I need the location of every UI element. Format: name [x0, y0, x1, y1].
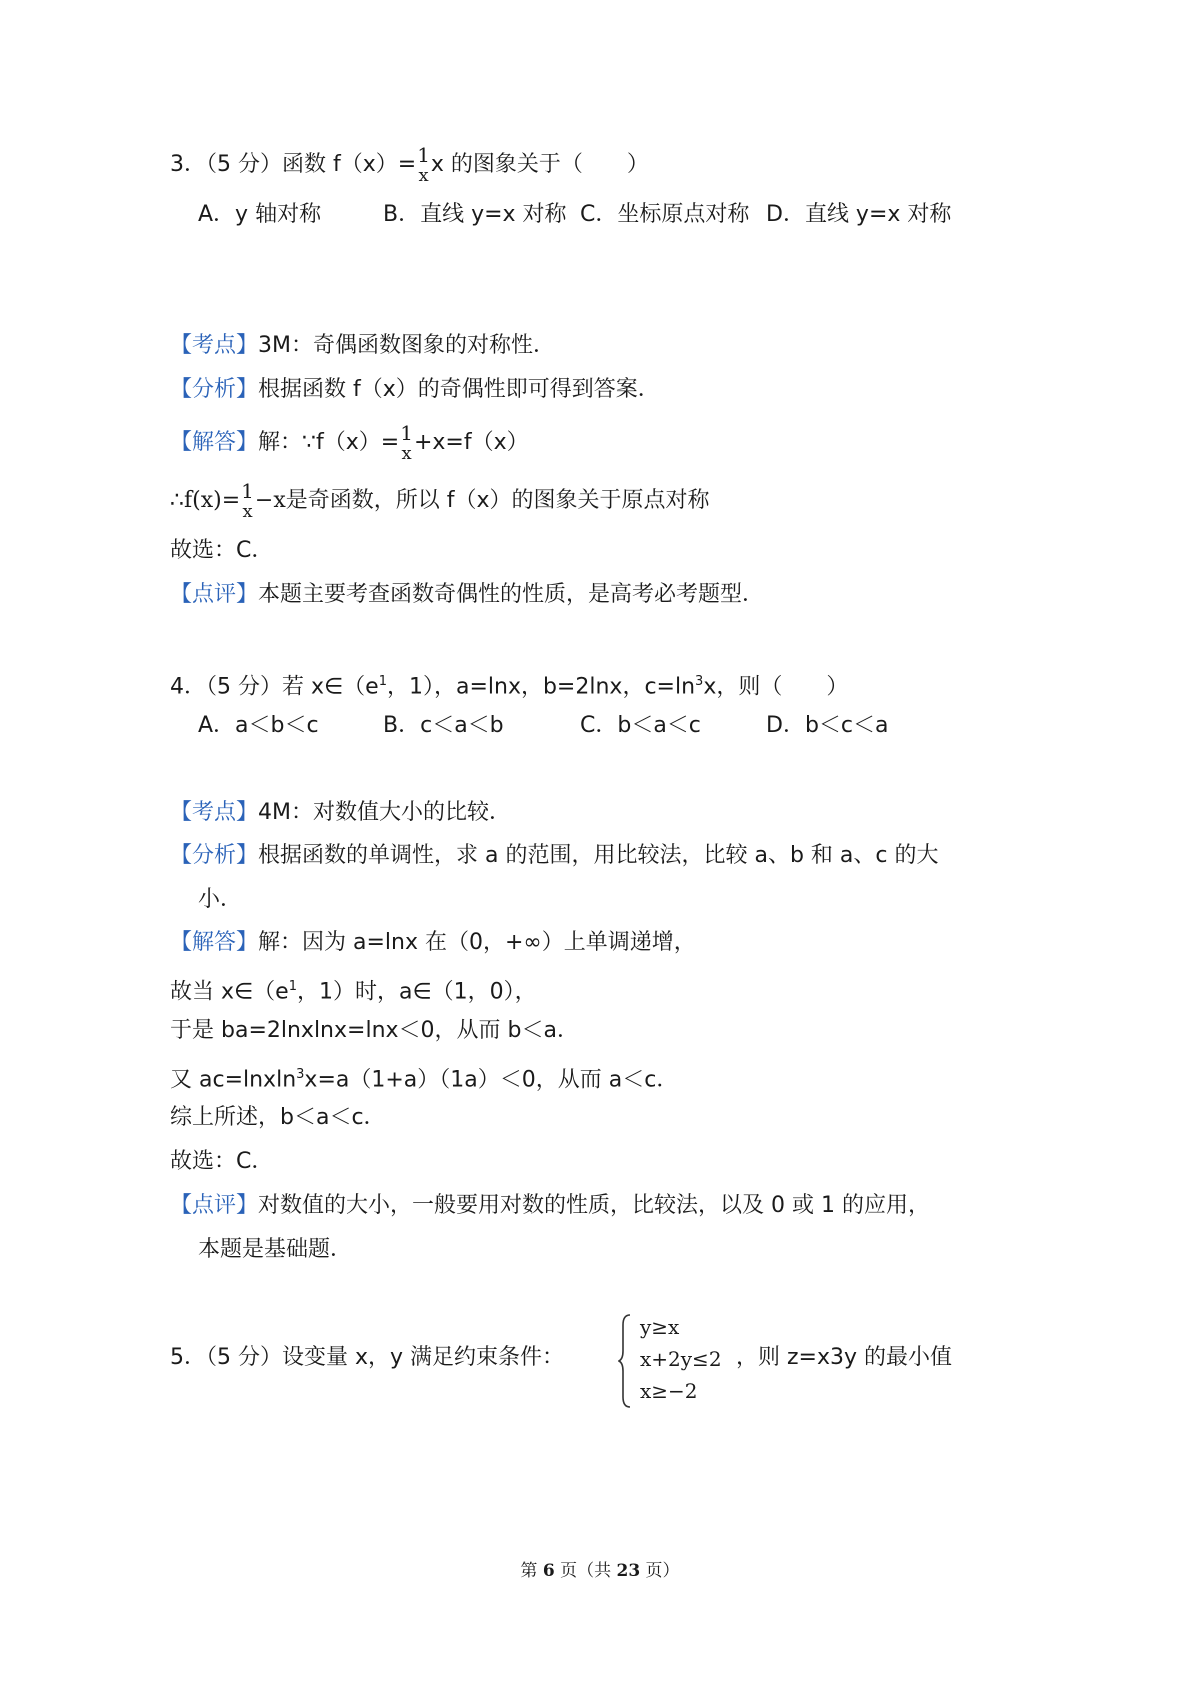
q4-answer: 故选：C． [170, 1149, 274, 1174]
q5-constraint-system [618, 1313, 738, 1409]
q4-option-a: A．a＜b＜c [198, 713, 319, 738]
q3-conclusion-fraction: 1 x [241, 479, 254, 522]
q4-summary: 综上所述，b＜a＜c． [170, 1105, 386, 1130]
q5-stem-suffix: ，则 z=x3y 的最小值 [736, 1345, 953, 1370]
q3-jieda-fraction: 1 x [400, 421, 413, 464]
page-footer: 第 6 页（共 23 页） [520, 1561, 680, 1581]
q4-option-b: B．c＜a＜b [383, 713, 504, 738]
q4-dianping: 【点评】对数值的大小，一般要用对数的性质，比较法，以及 0 或 1 的应用， [170, 1193, 930, 1218]
q4-step3: 又 ac=lnxln$^3$x=a（1+a）（1a）＜0，从而 a＜c． [170, 1067, 679, 1093]
q5-stem: 5．（5 分）设变量 x，y 满足约束条件： [170, 1345, 565, 1370]
q3-jieda: 【解答】解：∵f（x）= 1 x +x=f（x） [170, 421, 529, 464]
q4-jieda: 【解答】解：因为 a=lnx 在（0，+∞）上单调递增， [170, 930, 696, 955]
q5-condition-1: y≥x [640, 1315, 680, 1339]
q4-dianping-cont: 本题是基础题． [198, 1237, 353, 1262]
q3-option-c: C．坐标原点对称 [580, 202, 750, 227]
q5-condition-3: x≥−2 [640, 1379, 698, 1403]
current-page: 6 [542, 1561, 555, 1581]
q3-answer: 故选：C． [170, 538, 274, 563]
q3-fraction: 1 x [417, 143, 430, 186]
left-brace-icon [618, 1313, 632, 1409]
q4-step2: 于是 ba=2lnxlnx=lnx＜0，从而 b＜a． [170, 1018, 579, 1043]
q4-fenxi: 【分析】根据函数的单调性，求 a 的范围，用比较法，比较 a、b 和 a、c 的大 [170, 843, 939, 868]
q4-option-d: D．b＜c＜a [766, 713, 889, 738]
q3-conclusion: ∴f(x)= 1 x −x是奇函数，所以 f（x）的图象关于原点对称 [170, 479, 710, 522]
q3-stem: 3．（5 分）函数 f（x）= 1 x x 的图象关于（ ） [170, 143, 649, 186]
q3-option-a: A．y 轴对称 [198, 202, 322, 227]
total-pages: 23 [616, 1561, 641, 1581]
q4-kaodian: 【考点】4M：对数值大小的比较． [170, 800, 511, 825]
q4-option-c: C．b＜a＜c [580, 713, 701, 738]
q4-stem: 4．（5 分）若 $x\in(e^1$，1），a=lnx，b=2lnx，$c=\ln^3x$，则（ ） [170, 674, 849, 700]
q3-fenxi: 【分析】根据函数 f（x）的奇偶性即可得到答案． [170, 377, 660, 402]
q3-option-b: B．直线 y=x 对称 [383, 202, 567, 227]
q3-kaodian: 【考点】3M：奇偶函数图象的对称性． [170, 333, 555, 358]
q3-option-d: D．直线 y=x 对称 [766, 202, 952, 227]
q5-condition-2: x+2y≤2 [640, 1347, 722, 1371]
q4-step1: 故当 $x\in(e^1$，1）时，a∈（1，0）， [170, 979, 537, 1005]
q4-fenxi-cont: 小． [198, 887, 243, 912]
q3-dianping: 【点评】本题主要考查函数奇偶性的性质，是高考必考题型． [170, 582, 765, 607]
